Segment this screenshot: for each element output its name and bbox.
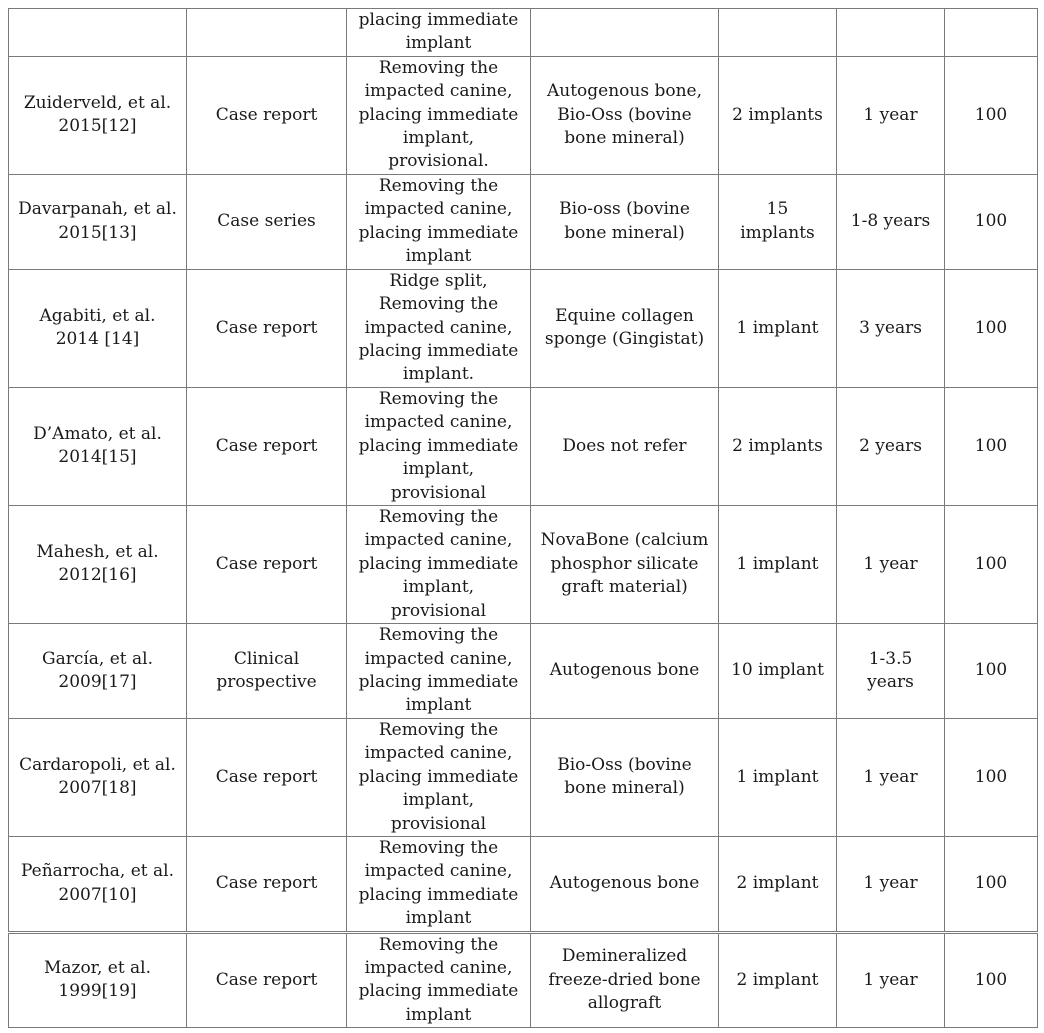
followup-cell: 1 year	[837, 56, 945, 174]
technique-cell: Removing the impacted canine, placing immediate implant	[347, 623, 531, 718]
technique-cell: Ridge split, Removing the impacted canine, placing immediate implant.	[347, 269, 531, 387]
author-cell: Agabiti, et al. 2014 [14]	[9, 269, 187, 387]
graft-cell: Autogenous bone	[531, 623, 719, 718]
author-cell: Mazor, et al. 1999[19]	[9, 932, 187, 1028]
graft-cell: Bio-oss (bovine bone mineral)	[531, 174, 719, 269]
followup-cell: 1-8 years	[837, 174, 945, 269]
followup-cell: 1 year	[837, 505, 945, 623]
technique-cell: Removing the impacted canine, placing immediate implant, provisional	[347, 505, 531, 623]
design-cell	[187, 9, 347, 57]
implants-cell: 15 implants	[719, 174, 837, 269]
studies-table	[8, 8, 1038, 1028]
table-row	[9, 623, 1038, 718]
table-row	[9, 269, 1038, 387]
author-cell: D’Amato, et al. 2014[15]	[9, 387, 187, 505]
implants-cell: 1 implant	[719, 718, 837, 836]
followup-cell: 1 year	[837, 718, 945, 836]
followup-cell: 2 years	[837, 387, 945, 505]
success-cell: 100	[945, 387, 1038, 505]
design-cell: Case report	[187, 836, 347, 932]
author-cell: García, et al. 2009[17]	[9, 623, 187, 718]
design-cell: Case report	[187, 505, 347, 623]
author-cell: Peñarrocha, et al. 2007[10]	[9, 836, 187, 932]
success-cell: 100	[945, 505, 1038, 623]
technique-cell: Removing the impacted canine, placing immediate implant, provisional.	[347, 56, 531, 174]
implants-cell: 2 implant	[719, 932, 837, 1028]
design-cell: Case report	[187, 56, 347, 174]
implants-cell: 2 implants	[719, 56, 837, 174]
design-cell: Case report	[187, 387, 347, 505]
technique-cell: Removing the impacted canine, placing immediate implant	[347, 174, 531, 269]
technique-cell: Removing the impacted canine, placing immediate implant	[347, 836, 531, 932]
table-row	[9, 836, 1038, 932]
design-cell: Case report	[187, 269, 347, 387]
implants-cell: 10 implant	[719, 623, 837, 718]
graft-cell: Bio-Oss (bovine bone mineral)	[531, 718, 719, 836]
success-cell: 100	[945, 623, 1038, 718]
graft-cell: Autogenous bone, Bio-Oss (bovine bone mineral)	[531, 56, 719, 174]
followup-cell	[837, 9, 945, 57]
technique-cell: Removing the impacted canine, placing immediate implant, provisional	[347, 387, 531, 505]
implants-cell: 1 implant	[719, 505, 837, 623]
followup-cell: 1-3.5 years	[837, 623, 945, 718]
success-cell: 100	[945, 174, 1038, 269]
implants-cell	[719, 9, 837, 57]
table-row	[9, 174, 1038, 269]
graft-cell: Autogenous bone	[531, 836, 719, 932]
author-cell: Cardaropoli, et al. 2007[18]	[9, 718, 187, 836]
author-cell: Mahesh, et al. 2012[16]	[9, 505, 187, 623]
author-cell: Davarpanah, et al. 2015[13]	[9, 174, 187, 269]
followup-cell: 1 year	[837, 932, 945, 1028]
author-cell	[9, 9, 187, 57]
graft-cell: NovaBone (calcium phosphor silicate graft material)	[531, 505, 719, 623]
design-cell: Case series	[187, 174, 347, 269]
success-cell: 100	[945, 269, 1038, 387]
success-cell: 100	[945, 836, 1038, 932]
table-row	[9, 387, 1038, 505]
graft-cell	[531, 9, 719, 57]
design-cell: Case report	[187, 718, 347, 836]
design-cell: Clinical prospective	[187, 623, 347, 718]
graft-cell: Equine collagen sponge (Gingistat)	[531, 269, 719, 387]
implants-cell: 1 implant	[719, 269, 837, 387]
success-cell: 100	[945, 718, 1038, 836]
implants-cell: 2 implants	[719, 387, 837, 505]
success-cell: 100	[945, 56, 1038, 174]
graft-cell: Does not refer	[531, 387, 719, 505]
table-body	[9, 9, 1038, 1028]
table-row	[9, 505, 1038, 623]
design-cell: Case report	[187, 932, 347, 1028]
technique-cell: placing immediate implant	[347, 9, 531, 57]
graft-cell: Demineralized freeze-dried bone allograft	[531, 932, 719, 1028]
table-row	[9, 9, 1038, 57]
table-row	[9, 56, 1038, 174]
followup-cell: 1 year	[837, 836, 945, 932]
table-row	[9, 932, 1038, 1028]
implants-cell: 2 implant	[719, 836, 837, 932]
success-cell	[945, 9, 1038, 57]
table-row	[9, 718, 1038, 836]
followup-cell: 3 years	[837, 269, 945, 387]
success-cell: 100	[945, 932, 1038, 1028]
author-cell: Zuiderveld, et al. 2015[12]	[9, 56, 187, 174]
technique-cell: Removing the impacted canine, placing immediate implant	[347, 932, 531, 1028]
technique-cell: Removing the impacted canine, placing immediate implant, provisional	[347, 718, 531, 836]
